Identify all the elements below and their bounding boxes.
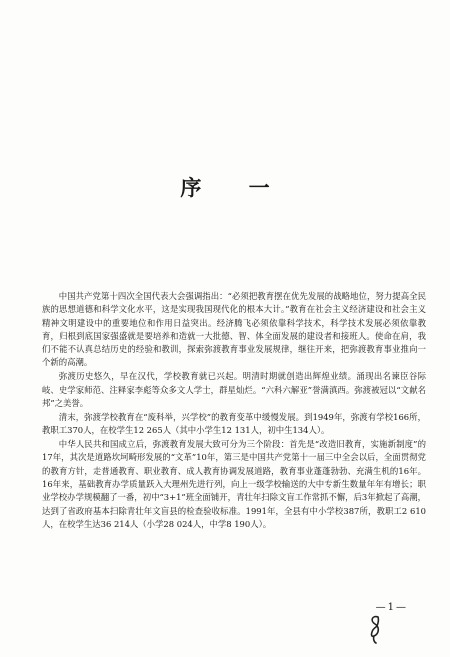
paragraph: 清末，弥渡学校教育在“废科举，兴学校”的教育变革中缓慢发展。到1949年，弥渡有学校166所，教职工370人，在校学生12 265人（其中小学生12 131人，初中生134人）。: [42, 411, 426, 436]
page-number: —1—: [375, 602, 408, 613]
preface-title: 序 一: [180, 176, 290, 200]
preface-body: [42, 290, 426, 532]
handwritten-mark: [368, 614, 382, 644]
paragraph: 中国共产党第十四次全国代表大会强调指出：“必须把教育摆在优先发展的战略地位，努力提高全民族的思想道德和科学文化水平，这是实现我国现代化的根本大计。”教育在社会主义经济建设和社会主义精神文明建设中的重要地位和作用日益突出。经济腾飞必须依靠科学技术，科学技术发展必须依靠教育，归根到底国家强盛就是要培养和造就一大批德、智、体全面发展的建设者和接班人。使命在肩，我们不能不认真总结历史的经验和教训，探索弥渡教育事业发展规律，继往开来，把弥渡教育事业推向一个新的高潮。: [42, 291, 426, 368]
paragraph: 中华人民共和国成立后，弥渡教育发展大致可分为三个阶段：首先是“改造旧教育，实施新制度”的17年，其次是道路坎坷畸形发展的“文革”10年，第三是中国共产党第十一届三中全会以后，全面贯彻党的教育方针，走普通教育、职业教育、成人教育协调发展道路，教育事业蓬蓬勃勃、充满生机的16年。16年来，基础教育办学质量跃入大理州先进行列，向上一级学校输送的大中专新生数量年年有增长；职业学校办学规模翻了一番，初中“3+1”班全面铺开，青壮年扫除文盲工作常抓不懈，后3年掀起了高潮，达到了省政府基本扫除青壮年文盲县的检查验收标准。1991年，全县有中小学校387所，教职工2 610人，在校学生达36 214人（小学28 024人，中学8 190人）。: [42, 439, 426, 529]
paragraph: 弥渡历史悠久，早在汉代，学校教育就已兴起。明清时期就创造出辉煌业绩。涌现出名谏臣谷际岐、史学家师范、注释家李彪等众多文人学士，群星灿烂。“六科六解亚”誉满滇西。弥渡被冠以“文献名邦”之美誉。: [42, 371, 426, 408]
